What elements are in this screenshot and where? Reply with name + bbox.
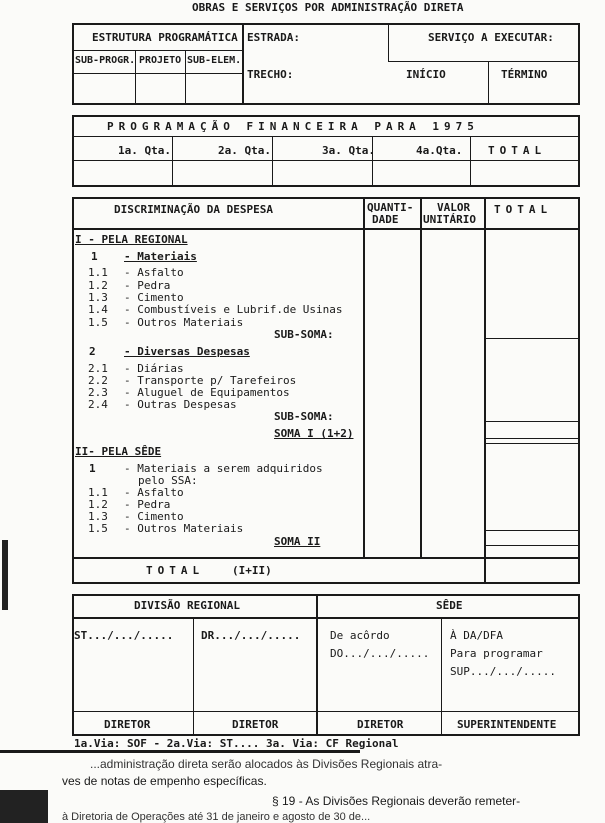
group-materiais: - Materiais — [124, 250, 197, 263]
group-materiais-ssa-2: pelo SSA: — [138, 474, 198, 487]
item-num: 1.2 — [88, 279, 108, 292]
item-text: - Combustíveis e Lubrif.de Usinas — [124, 303, 343, 316]
item-num: 1.4 — [88, 303, 108, 316]
item-num: 2.1 — [88, 362, 108, 375]
item-text: - Pedra — [124, 498, 171, 511]
sede-header: SÊDE — [436, 599, 463, 612]
page-title: OBRAS E SERVIÇOS POR ADMINISTRAÇÃO DIRETA — [192, 1, 464, 14]
col-quantidade-1: QUANTI- — [367, 201, 414, 214]
total-header: TOTAL — [488, 144, 547, 157]
programacao-title: PROGRAMAÇÃO FINANCEIRA PARA 1975 — [107, 120, 479, 133]
estrutura-label: ESTRUTURA PROGRAMÁTICA — [92, 31, 238, 44]
item-text: - Pedra — [124, 279, 171, 292]
qta1-header: 1a. Qta. — [118, 144, 171, 157]
footer-line-3: § 19 - As Divisões Regionais deverão remeter- — [272, 794, 521, 808]
scan-artifact — [0, 790, 48, 823]
item-text: - Asfalto — [124, 486, 184, 499]
grand-total-label: TOTAL — [146, 564, 205, 577]
sup-field[interactable]: SUP.../.../..... — [450, 665, 556, 678]
item-num: 1.3 — [88, 510, 108, 523]
soma-2: SOMA II — [274, 535, 321, 548]
soma-1: SOMA I (1+2) — [274, 427, 354, 440]
group-materiais-ssa-1: - Materiais a serem adquiridos — [124, 462, 323, 475]
subsoma-1: SUB-SOMA: — [274, 328, 334, 341]
group-num: 2 — [89, 345, 96, 358]
col-valor-2: UNITÁRIO — [423, 213, 476, 226]
item-text: - Diárias — [124, 362, 184, 375]
section-regional: I - PELA REGIONAL — [75, 233, 188, 246]
grand-total-formula: (I+II) — [232, 564, 272, 577]
estrada-field[interactable]: ESTRADA: — [247, 31, 300, 44]
item-num: 2.3 — [88, 386, 108, 399]
de-acordo-text: De acôrdo — [330, 629, 390, 642]
item-num: 2.2 — [88, 374, 108, 387]
item-num: 1.1 — [88, 266, 108, 279]
divisao-header: DIVISÃO REGIONAL — [134, 599, 240, 612]
item-num: 1.5 — [88, 316, 108, 329]
para-programar-text: Para programar — [450, 647, 543, 660]
diretor-do-label: DIRETOR — [357, 718, 404, 731]
qta3-header: 3a. Qta. — [322, 144, 375, 157]
scan-artifact — [0, 750, 360, 753]
qta4-header: 4a.Qta. — [416, 144, 463, 157]
section-sede: II- PELA SÊDE — [75, 445, 162, 458]
group-num: 1 — [89, 462, 96, 475]
inicio-field[interactable]: INÍCIO — [406, 68, 446, 81]
item-num: 2.4 — [88, 398, 108, 411]
item-num: 1.3 — [88, 291, 108, 304]
scan-artifact — [2, 540, 8, 610]
group-num: 1 — [91, 250, 98, 263]
diretor-st-label: DIRETOR — [104, 718, 151, 731]
item-text: - Asfalto — [124, 266, 184, 279]
item-num: 1.1 — [88, 486, 108, 499]
group-diversas: - Diversas Despesas — [124, 345, 250, 358]
vias-text: 1a.Via: SOF - 2a.Via: ST.... 3a. Via: CF Regional — [74, 737, 399, 750]
col-total: TOTAL — [494, 203, 553, 216]
col-valor-1: VALOR — [437, 201, 471, 214]
termino-field[interactable]: TÉRMINO — [501, 68, 548, 81]
dr-field[interactable]: DR.../.../..... — [201, 629, 301, 642]
item-text: - Cimento — [124, 291, 184, 304]
st-field[interactable]: ST.../.../..... — [74, 629, 174, 642]
footer-line-1: ...administração direta serão alocados às Divisões Regionais atra- — [90, 757, 443, 771]
item-text: - Outros Materiais — [124, 316, 244, 329]
item-text: - Cimento — [124, 510, 184, 523]
col-discriminacao: DISCRIMINAÇÃO DA DESPESA — [114, 203, 273, 216]
projeto-label: PROJETO — [139, 55, 182, 66]
item-num: 1.2 — [88, 498, 108, 511]
item-text: - Outros Materiais — [124, 522, 244, 535]
trecho-field[interactable]: TRECHO: — [247, 68, 294, 81]
superintendente-label: SUPERINTENDENTE — [457, 718, 557, 731]
diretor-dr-label: DIRETOR — [232, 718, 279, 731]
item-num: 1.5 — [88, 522, 108, 535]
item-text: - Outras Despesas — [124, 398, 237, 411]
item-text: - Aluguel de Equipamentos — [124, 386, 290, 399]
footer-line-4: à Diretoria de Operações até 31 de janeiro e agosto de 30 de... — [62, 811, 371, 823]
servico-field[interactable]: SERVIÇO A EXECUTAR: — [428, 31, 554, 44]
qta2-header: 2a. Qta. — [218, 144, 271, 157]
item-text: - Transporte p/ Tarefeiros — [124, 374, 297, 387]
subsoma-2: SUB-SOMA: — [274, 410, 334, 423]
sub-progr-label: SUB-PROGR. — [75, 55, 136, 66]
sub-elem-label: SUB-ELEM. — [187, 55, 242, 66]
footer-line-2: ves de notas de empenho específicas. — [62, 774, 267, 788]
do-field[interactable]: DO.../.../..... — [330, 647, 430, 660]
col-quantidade-2: DADE — [372, 213, 399, 226]
a-da-text: À DA/DFA — [450, 629, 503, 642]
